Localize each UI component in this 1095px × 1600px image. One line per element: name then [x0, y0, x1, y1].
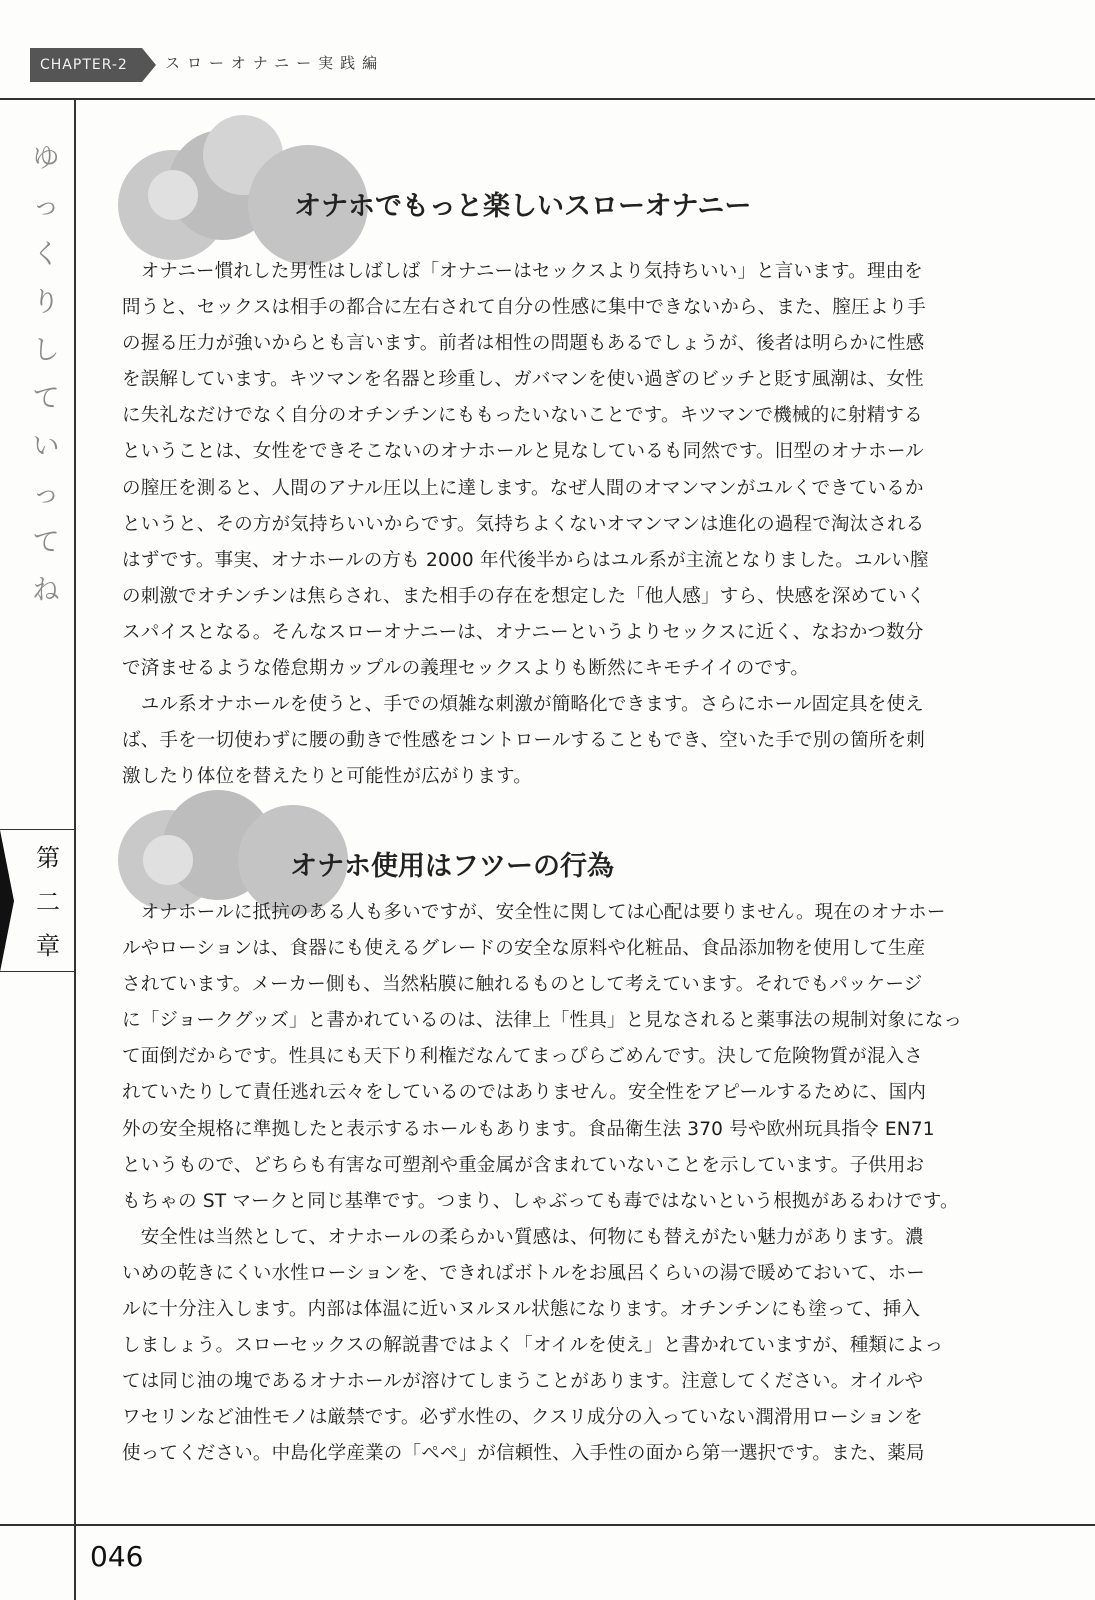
text-line: 外の安全規格に準拠したと表示するホールもあります。食品衛生法 370 号や欧州玩具指令 EN71: [122, 1118, 935, 1140]
page-header: [0, 0, 1095, 100]
text-line: ては同じ油の塊であるオナホールが溶けてしまうことがあります。注意してください。オイルや: [122, 1371, 924, 1393]
text-line: しましょう。スローセックスの解説書ではよく「オイルを使え」と書かれていますが、種類によっ: [122, 1335, 944, 1357]
chapter-tab-char: 章: [36, 932, 60, 960]
text-line: ユル系オナホールを使うと、手での煩雑な刺激が簡略化できます。さらにホール固定具を使え: [122, 694, 924, 716]
text-line: 激したり体位を替えたりと可能性が広がります。: [122, 766, 532, 788]
text-line: ルに十分注入します。内部は体温に近いヌルヌル状態になります。オチンチンにも塗って、挿入: [122, 1299, 921, 1321]
text-line: の刺激でオチンチンは焦らされ、また相手の存在を想定した「他人感」すら、快感を深めていく: [122, 585, 926, 607]
decorative-circle: [143, 835, 193, 885]
text-line: れていたりして責任逃れ云々をしているのではありません。安全性をアピールするために、国内: [122, 1082, 927, 1104]
text-line: もちゃの ST マークと同じ基準です。つまり、しゃぶっても毒ではないという根拠があるわけです。: [122, 1190, 959, 1212]
sidebar-char: し: [32, 335, 60, 366]
sidebar-char: り: [32, 287, 60, 318]
text-line: 問うと、セックスは相手の都合に左右されて自分の性感に集中できないから、また、膣圧より手: [122, 297, 926, 319]
chapter-tab-char: 二: [36, 888, 60, 916]
chapter-title: スローオナニー実践編: [165, 54, 385, 72]
text-line: 安全性は当然として、オナホールの柔らかい質感は、何物にも替えがたい魅力があります。濃: [122, 1226, 924, 1248]
sidebar-char: て: [32, 383, 60, 414]
section-heading-block: [108, 780, 988, 900]
section-heading-block: [108, 110, 988, 230]
text-line: に失礼なだけでなく自分のオチンチンにももったいないことです。キツマンで機械的に射精する: [122, 405, 923, 427]
text-line: て面倒だからです。性具にも天下り利権だなんてまっぴらごめんです。決して危険物質が混入さ: [122, 1046, 923, 1068]
text-line: いめの乾きにくい水性ローションを、できればボトルをお風呂くらいの湯で暖めておいて、ホー: [122, 1262, 925, 1284]
text-line: の握る圧力が強いからとも言います。前者は相性の問題もあるでしょうが、後者は明らかに性感: [122, 333, 925, 355]
decorative-circle: [148, 170, 198, 220]
text-line: 使ってください。中島化学産業の「ペペ」が信頼性、入手性の面から第一選択です。また、薬局: [122, 1443, 925, 1465]
text-line: で済ませるような倦怠期カップルの義理セックスよりも断然にキモチイイのです。: [122, 658, 810, 680]
chapter-tab-char: 第: [36, 844, 60, 872]
chapter-label: CHAPTER-2: [30, 48, 142, 82]
text-line: ということは、女性をできそこないのオナホールと見なしているも同然です。旧型のオナホール: [122, 441, 924, 463]
text-line: ワセリンなど油性モノは厳禁です。必ず水性の、クスリ成分の入っていない潤滑用ローションを: [122, 1407, 923, 1429]
sidebar-char: っ: [32, 191, 60, 222]
page-number: 046: [90, 1540, 144, 1573]
text-line: に「ジョークグッズ」と書かれているのは、法律上「性具」と見なされると薬事法の規制対象になっ: [122, 1010, 963, 1032]
text-line: されています。メーカー側も、当然粘膜に触れるものとして考えています。それでもパッケージ: [122, 974, 923, 996]
text-line: を誤解しています。キツマンを名器と珍重し、ガバマンを使い過ぎのビッチと貶す風潮は、女性: [122, 369, 924, 391]
sidebar-char: っ: [32, 479, 60, 510]
section-body: [122, 895, 962, 1473]
sidebar-char: く: [32, 239, 60, 270]
sidebar-vertical-text: [26, 135, 66, 615]
section-body: [122, 254, 962, 795]
sidebar-char: て: [32, 527, 60, 558]
text-line: というと、その方が気持ちいいからです。気持ちよくないオマンマンは進化の過程で淘汰される: [122, 513, 925, 535]
chapter-arrow-icon: [142, 48, 156, 82]
tab-marker-icon: [0, 830, 14, 972]
sidebar-char: ね: [32, 575, 60, 606]
section-heading: オナホでもっと楽しいスローオナニー: [294, 191, 752, 222]
section-heading: オナホ使用はフツーの行為: [290, 851, 614, 882]
chapter-tab: [0, 830, 76, 972]
sidebar-char: ゆ: [32, 143, 60, 174]
chapter-tab-text: [28, 836, 68, 968]
text-line: オナニー慣れした男性はしばしば「オナニーはセックスより気持ちいい」と言います。理由を: [122, 261, 923, 282]
text-line: オナホールに抵抗のある人も多いですが、安全性に関しては心配は要りません。現在のオナホー: [122, 902, 946, 923]
sidebar-char: い: [32, 431, 60, 462]
text-line: スパイスとなる。そんなスローオナニーは、オナニーというよりセックスに近く、なおかつ数分: [122, 621, 924, 643]
text-line: というもので、どちらも有害な可塑剤や重金属が含まれていないことを示しています。子供用お: [122, 1154, 925, 1176]
text-line: ルやローションは、食器にも使えるグレードの安全な原料や化粧品、食品添加物を使用して生産: [122, 938, 926, 960]
footer-rule: [0, 1524, 1095, 1526]
text-line: はずです。事実、オナホールの方も 2000 年代後半からはユル系が主流となりました。ユルい膣: [122, 549, 929, 571]
text-line: の膣圧を測ると、人間のアナル圧以上に達します。なぜ人間のオマンマンがユルくできているか: [122, 477, 924, 499]
header-rule: [0, 98, 1095, 100]
text-line: ば、手を一切使わずに腰の動きで性感をコントロールすることもでき、空いた手で別の箇所を刺: [122, 730, 925, 752]
